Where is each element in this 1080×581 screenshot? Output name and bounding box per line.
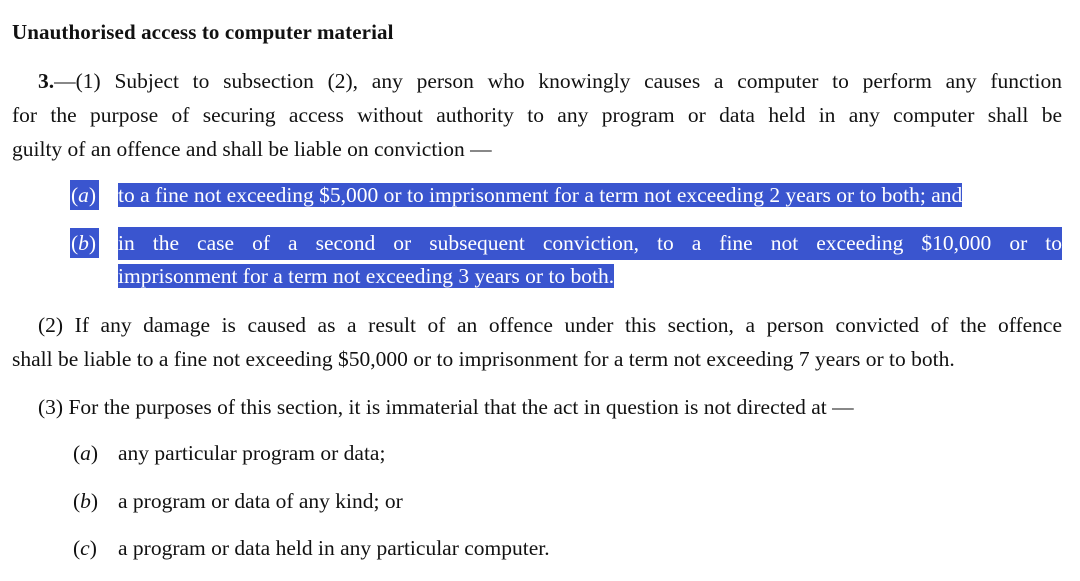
subsection-1-line-1 [12,64,1062,98]
section-number: 3. [38,69,55,93]
subsection-1 [12,64,1062,166]
item-a-text-wrap [118,179,1062,212]
item-a-text[interactable]: to a fine not exceeding $5,000 or to imprisonment for a term not exceeding 2 years or to both; and [118,183,963,207]
item-b-text-wrap [118,227,1062,293]
subsection-1-line-2 [12,98,1062,132]
section-dash: — [54,69,76,93]
subsection-3 [12,390,1062,424]
item-3c-label: (c) [73,536,97,560]
item-3b-text: a program or data of any kind; or [118,489,403,513]
subsection-1-text-line-3: guilty of an offence and shall be liable on conviction — [12,137,492,161]
item-3c-text: a program or data held in any particular computer. [118,536,550,560]
subsection-2-text-line-2: shall be liable to a fine not exceeding $50,000 or to imprisonment for a term not exceeding 7 years or to both. [12,347,955,371]
item-a-label: (a) [70,179,110,212]
subsection-2-label: (2) [38,313,64,337]
item-3b-label: (b) [73,489,99,513]
item-3a-label: (a) [73,441,99,465]
subsection-2 [12,308,1062,376]
subsection-3-text: For the purposes of this section, it is immaterial that the act in question is not directed at — [68,395,854,419]
subsection-3-line-1 [12,390,1062,424]
subsection-1-line-3 [12,132,1062,166]
item-3a-text: any particular program or data; [118,441,386,465]
subsection-1-text-line-2: for the purpose of securing access without authority to any program or data held in any computer shall be [12,103,1062,127]
item-b-text-line-2[interactable]: imprisonment for a term not exceeding 3 years or to both. [118,264,615,288]
subsection-1-label: (1) [75,69,101,93]
section-heading: Unauthorised access to computer material [12,20,394,44]
item-b-label: (b) [70,227,110,260]
subsection-1-text-line-1: Subject to subsection (2), any person who knowingly causes a computer to perform any function [114,69,1062,93]
item-b-text-line-1[interactable]: in the case of a second or subsequent conviction, to a fine not exceeding $10,000 or to [118,227,1062,260]
subsection-2-line-1 [12,308,1062,342]
subsection-3-label: (3) [38,395,64,419]
item-b-line-2 [118,260,1062,293]
subsection-2-line-2 [12,342,1062,376]
subsection-2-text-line-1: If any damage is caused as a result of an offence under this section, a person convicted of the offence [74,313,1062,337]
